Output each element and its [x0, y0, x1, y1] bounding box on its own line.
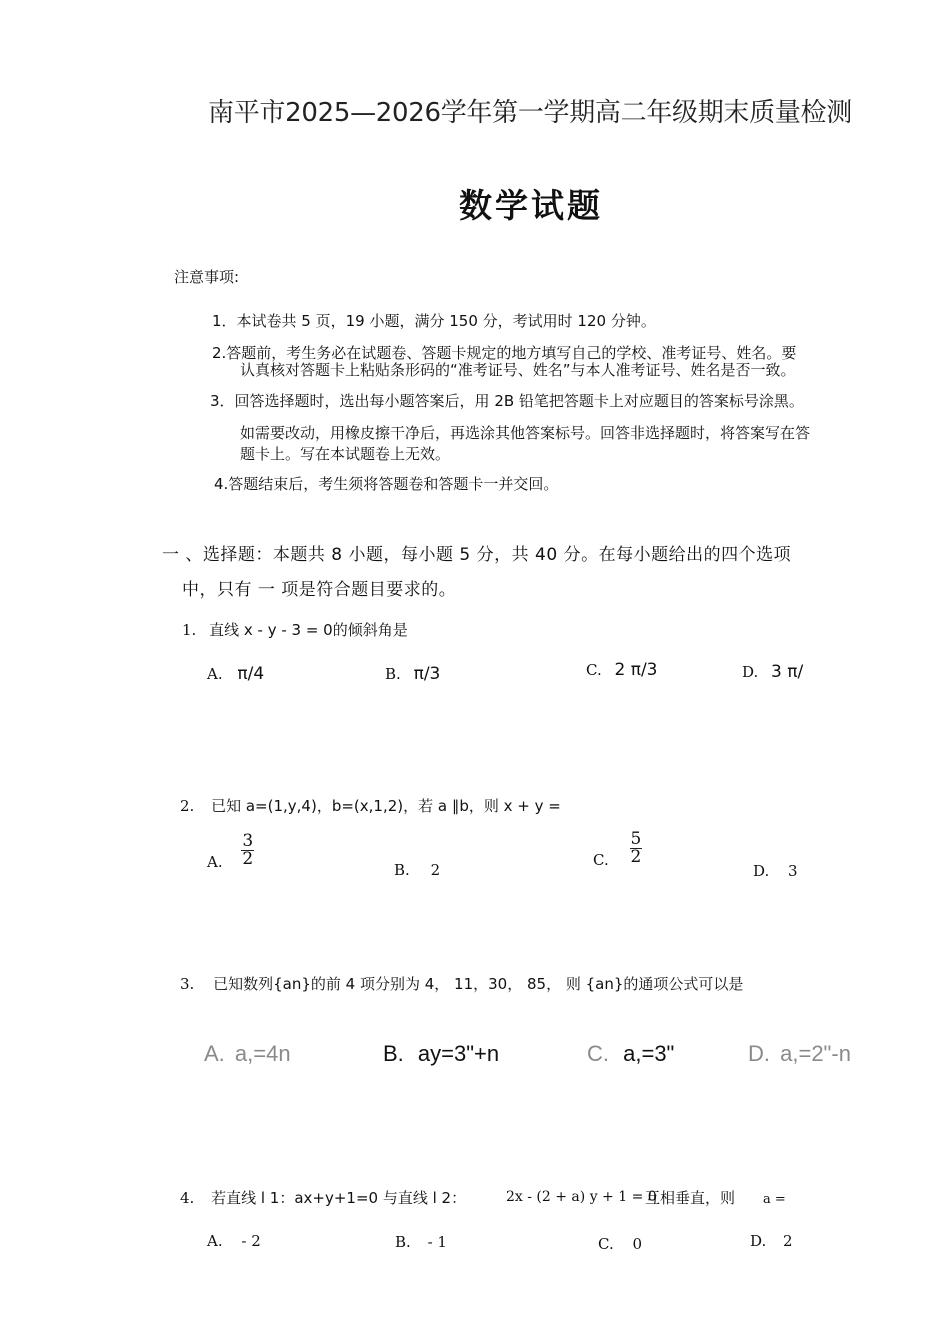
q1-option-a: [207, 664, 264, 684]
exam-title: 南平市2025—2026学年第一学期高二年级期末质量检测: [208, 98, 852, 128]
question-number: 1.: [182, 621, 197, 639]
fraction-numerator: 3: [242, 831, 254, 851]
q2-option-b: [394, 861, 440, 879]
question-4-equation: 2x - (2 + a) y + 1 = 0: [506, 1189, 657, 1205]
option-label: A.: [207, 665, 223, 683]
question-number: 3.: [180, 975, 195, 993]
q1-option-b: [385, 664, 440, 684]
option-value: π/4: [237, 664, 265, 684]
notice-item-3-cont: 如需要改动，用橡皮擦干净后，再选涂其他答案标号。回答非选择题时，将答案写在答: [240, 424, 811, 442]
q1-option-d: [742, 662, 803, 682]
fraction-denominator: 2: [242, 849, 254, 869]
option-label: D.: [753, 862, 770, 880]
option-value: 0: [632, 1235, 643, 1253]
question-3: [180, 973, 743, 994]
fraction-denominator: 2: [630, 847, 642, 867]
section-heading-cont: 中，只有 一 项是符合题目要求的。: [182, 580, 457, 600]
fraction: [241, 833, 254, 868]
question-stem: 若直线 l 1：ax+y+1=0 与直线 l 2：: [211, 1189, 467, 1207]
q4-option-b: [395, 1233, 447, 1251]
q3-option-a: [204, 1041, 291, 1067]
question-stem: 已知 a=(1,y,4)，b=(x,1,2)，若 a ∥b，则 x + y =: [211, 797, 561, 815]
question-2: [180, 795, 561, 816]
option-value: - 1: [427, 1233, 447, 1251]
q1-option-c: [586, 660, 658, 680]
exam-subtitle: 数学试题: [459, 186, 603, 225]
fraction: [630, 831, 643, 866]
option-label: B.: [383, 1041, 404, 1066]
question-number: 2.: [180, 797, 195, 815]
q3-option-b: [383, 1041, 499, 1067]
question-stem: 已知数列{an}的前 4 项分别为 4， 11，30， 85， 则 {an}的通项公式可以是: [213, 975, 744, 993]
notice-item-3-cont2: 题卡上。写在本试题卷上无效。: [240, 445, 451, 463]
option-label: A.: [207, 853, 223, 871]
option-value: a,=2"-n: [780, 1041, 851, 1066]
q3-option-d: [748, 1041, 851, 1067]
option-value: π/3: [413, 664, 441, 684]
option-label: A.: [204, 1041, 225, 1066]
q2-option-d: [753, 862, 798, 880]
option-value: 3: [788, 862, 798, 880]
option-label: B.: [394, 861, 410, 879]
question-4-stem-end: 互相垂直，则: [645, 1189, 736, 1207]
option-value: - 2: [241, 1232, 261, 1250]
section-heading: 一 、选择题：本题共 8 小题，每小题 5 分，共 40 分。在每小题给出的四个选项: [162, 545, 792, 565]
option-value: 2 π/3: [614, 660, 658, 680]
option-label: C.: [593, 851, 609, 869]
question-1: [182, 619, 408, 640]
question-4: [180, 1187, 466, 1208]
option-value: a,=3": [623, 1041, 675, 1066]
q2-option-a: [207, 831, 254, 871]
notice-heading: 注意事项:: [174, 268, 240, 286]
option-label: C.: [586, 661, 602, 679]
question-4-variable: a =: [763, 1192, 786, 1207]
q4-option-c: [598, 1235, 642, 1253]
q4-option-d: [750, 1232, 793, 1250]
option-label: B.: [395, 1233, 411, 1251]
option-value: 3 π/: [771, 662, 804, 682]
option-label: D.: [750, 1232, 767, 1250]
option-value: ay=3"+n: [417, 1041, 500, 1066]
option-label: D.: [748, 1041, 770, 1066]
option-label: A.: [207, 1232, 223, 1250]
option-value: 2: [783, 1232, 793, 1250]
option-label: C.: [587, 1041, 609, 1066]
option-label: D.: [742, 663, 759, 681]
notice-item-2-cont: 认真核对答题卡上粘贴条形码的“准考证号、姓名”与本人准考证号、姓名是否一致。: [240, 361, 796, 379]
q4-option-a: [207, 1232, 261, 1250]
notice-item-4: 4.答题结束后，考生须将答题卷和答题卡一并交回。: [214, 475, 559, 493]
option-value: 2: [430, 861, 441, 879]
option-value: a,=4n: [234, 1041, 291, 1066]
notice-item-2: 2.答题前，考生务必在试题卷、答题卡规定的地方填写自己的学校、准考证号、姓名。要: [212, 344, 797, 362]
notice-item-3: 3．回答选择题时，选出每小题答案后，用 2B 铅笔把答题卡上对应题目的答案标号涂黑。: [210, 392, 804, 410]
option-label: B.: [385, 665, 401, 683]
question-stem: 直线 x - y - 3 = 0的倾斜角是: [209, 621, 408, 639]
q2-option-c: [593, 829, 642, 869]
notice-item-1: 1．本试卷共 5 页，19 小题，满分 150 分，考试用时 120 分钟。: [212, 312, 656, 330]
q3-option-c: [587, 1041, 674, 1067]
fraction-numerator: 5: [630, 829, 642, 849]
option-label: C.: [598, 1235, 614, 1253]
question-number: 4.: [180, 1189, 195, 1207]
